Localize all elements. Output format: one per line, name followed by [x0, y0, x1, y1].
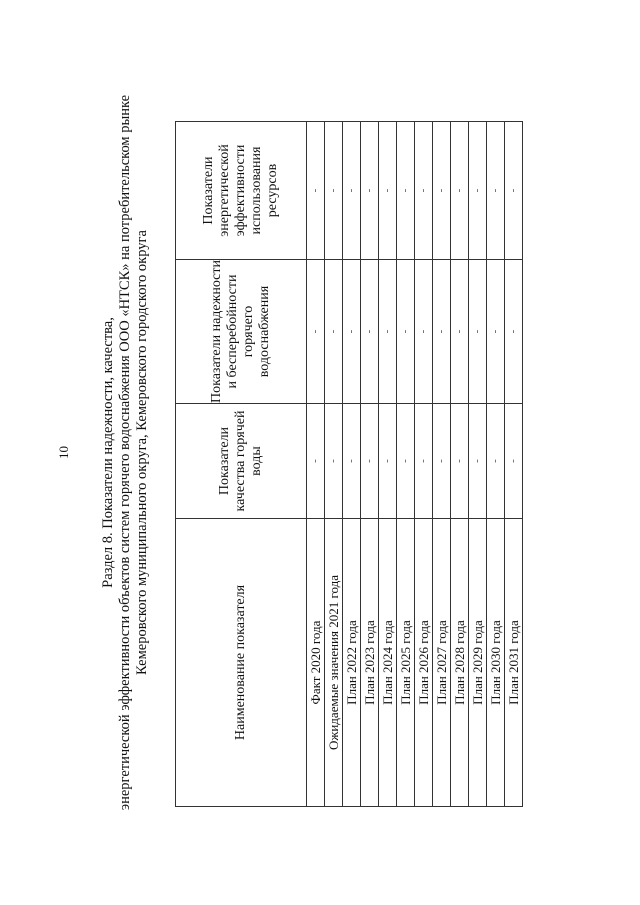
row-value-cell: - [397, 122, 415, 260]
row-value-cell: - [505, 260, 523, 404]
row-value-cell: - [343, 404, 361, 519]
row-value-cell: - [397, 404, 415, 519]
row-value-cell: - [325, 260, 343, 404]
table-row [469, 122, 487, 807]
row-value-cell: - [433, 122, 451, 260]
row-value-cell: - [361, 122, 379, 260]
row-value-cell: - [505, 404, 523, 519]
row-value-cell: - [451, 404, 469, 519]
row-indicator-name: План 2030 года [487, 519, 505, 807]
row-value-cell: - [379, 122, 397, 260]
row-value-cell: - [325, 404, 343, 519]
table-header-row [176, 122, 307, 807]
row-indicator-name: План 2023 года [361, 519, 379, 807]
row-value-cell: - [379, 260, 397, 404]
table-row [307, 122, 325, 807]
row-value-cell: - [469, 122, 487, 260]
section-title [100, 0, 151, 905]
header-indicator-name: Наименование показателя [176, 519, 307, 807]
row-value-cell: - [307, 122, 325, 260]
row-value-cell: - [307, 260, 325, 404]
row-value-cell: - [487, 122, 505, 260]
table-row [451, 122, 469, 807]
row-value-cell: - [325, 122, 343, 260]
row-indicator-name: План 2022 года [343, 519, 361, 807]
row-indicator-name: План 2024 года [379, 519, 397, 807]
title-line-1: Раздел 8. Показатели надежности, качества, [100, 317, 116, 588]
header-energy-efficiency: Показатели энергетической эффективности использования ресурсов [176, 122, 307, 260]
row-value-cell: - [433, 260, 451, 404]
table-row [415, 122, 433, 807]
row-value-cell: - [415, 260, 433, 404]
row-indicator-name: План 2026 года [415, 519, 433, 807]
row-indicator-name: План 2025 года [397, 519, 415, 807]
row-indicator-name: Ожидаемые значения 2021 года [325, 519, 343, 807]
table-row [505, 122, 523, 807]
row-value-cell: - [487, 260, 505, 404]
row-value-cell: - [451, 122, 469, 260]
row-indicator-name: План 2027 года [433, 519, 451, 807]
table-row [325, 122, 343, 807]
page-number: 10 [56, 446, 71, 459]
table-row [343, 122, 361, 807]
row-value-cell: - [379, 404, 397, 519]
row-indicator-name: План 2029 года [469, 519, 487, 807]
table-row [397, 122, 415, 807]
table-row [433, 122, 451, 807]
row-indicator-name: План 2031 года [505, 519, 523, 807]
row-value-cell: - [343, 260, 361, 404]
header-reliability: Показатели надежности и бесперебойности горячего водоснабжения [176, 260, 307, 404]
row-indicator-name: Факт 2020 года [307, 519, 325, 807]
header-water-quality: Показатели качества горячей воды [176, 404, 307, 519]
table-body [307, 122, 523, 807]
row-value-cell: - [469, 404, 487, 519]
table-row [487, 122, 505, 807]
title-line-3: Кемеровского муниципального округа, Кемеровского городского округа [134, 230, 150, 675]
row-value-cell: - [451, 260, 469, 404]
indicators-table [175, 121, 523, 807]
row-value-cell: - [397, 260, 415, 404]
row-value-cell: - [415, 404, 433, 519]
row-value-cell: - [487, 404, 505, 519]
row-value-cell: - [361, 404, 379, 519]
row-indicator-name: План 2028 года [451, 519, 469, 807]
row-value-cell: - [361, 260, 379, 404]
row-value-cell: - [307, 404, 325, 519]
row-value-cell: - [415, 122, 433, 260]
title-line-2: энергетической эффективности объектов систем горячего водоснабжения ООО «НТСК» на потребительском рынке [117, 94, 133, 811]
row-value-cell: - [505, 122, 523, 260]
row-value-cell: - [343, 122, 361, 260]
row-value-cell: - [469, 260, 487, 404]
table-row [379, 122, 397, 807]
table-row [361, 122, 379, 807]
row-value-cell: - [433, 404, 451, 519]
